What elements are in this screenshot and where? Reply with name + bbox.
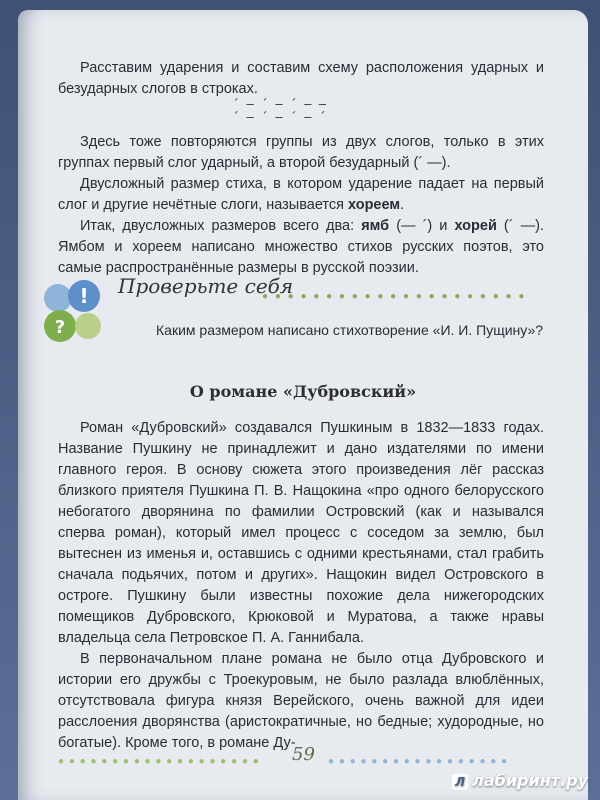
paragraph-2-text: Здесь тоже повторяются группы из двух слогов, только в этих группах первый слог ударный, а второй безударный (´ —). [58, 134, 544, 171]
paragraph-4-before: Итак, двусложных размеров всего два: [80, 218, 362, 234]
novel-section [58, 418, 544, 754]
check-question: Каким размером написано стихотворение «И. И. Пущину»? [156, 322, 544, 338]
paragraph-1-text: Расставим ударения и составим схему расположения ударных и безударных слогов в строках. [58, 60, 544, 97]
term-yamb: ямб [361, 218, 390, 234]
term-khorei-2: хорей [454, 218, 497, 234]
book-page [18, 10, 588, 800]
footer-dots-right: ● ● ● ● ● ● ● ● ● ● ● ● ● ● ● ● ● [328, 756, 509, 767]
footer-dots-left: ● ● ● ● ● ● ● ● ● ● ● ● ● ● ● ● ● ● ● [58, 756, 260, 767]
check-yourself-box [36, 272, 566, 362]
labirint-logo-icon: Л [452, 774, 468, 790]
watermark-text: лабиринт.ру [472, 771, 588, 790]
svg-text:!: ! [79, 284, 89, 308]
paragraph-3-before: Двусложный размер стиха, в котором ударение падает на первый слог и другие нечётные слоги, называется [58, 176, 544, 213]
scheme-line-2: ´ — ´ — ´ — ´ [232, 110, 326, 124]
scheme-line-1: ´ — ´ — ´ — — [232, 97, 326, 111]
labirint-watermark [452, 771, 588, 790]
paragraph-5-text: Роман «Дубровский» создавался Пушкиным в 1832—1833 годах. Название Пушкину не принадлежит и дано издателями по имени главного героя. В основу сюжета этого произведения лёг рассказ близкого приятеля Пушкина П. В. Нащокина «про одного белорусского небогатого дворянина по фамилии Островский (как и назывался сперва роман), который имел процесс с соседом за землю, был вытеснен из именья и, оставшись с одними крестьянами, стал грабить сначала подьячих, потом и других». Нащокин видел Островского в остроге. Пушкину были известны похожие дела нижегородских помещиков Дубровского, Крюковой и Муратова, а также нравы владельца села Петровское П. А. Ганнибала. [58, 420, 544, 646]
stress-scheme [232, 98, 326, 124]
question-badge-icon [36, 278, 108, 348]
paragraph-4-after: (´ —). Ямбом и хореем написано множество стихов русских поэтов, это самые распространённые размеры в русской поэзии. [58, 218, 545, 276]
term-khorei: хореем [348, 197, 401, 213]
check-yourself-title: Проверьте себя [118, 274, 294, 298]
paragraph-3-after: . [400, 197, 405, 213]
paragraph-1 [58, 58, 544, 100]
paragraph-3-text [58, 174, 544, 216]
decorative-dots: ● ● ● ● ● ● ● ● ● ● ● ● ● ● ● ● ● ● ● ● ● [262, 291, 527, 302]
svg-text:?: ? [54, 317, 66, 338]
section-heading: О романе «Дубровский» [189, 382, 417, 401]
paragraph-4-text [58, 216, 544, 279]
paragraph-4-mid: (— ´) и [389, 218, 455, 234]
paragraph-2 [58, 132, 544, 279]
paragraph-6-text: В первоначальном плане романа не было отца Дубровского и истории его дружбы с Троекуровым, не было разлада влюблённых, отсутствовала фигура князя Верейского, очень важной для идеи расслоения дворянства (аристократичные, но бедные; худородные, но богатые). Кроме того, в романе Ду- [58, 651, 544, 751]
page-number: 59 [292, 744, 315, 765]
